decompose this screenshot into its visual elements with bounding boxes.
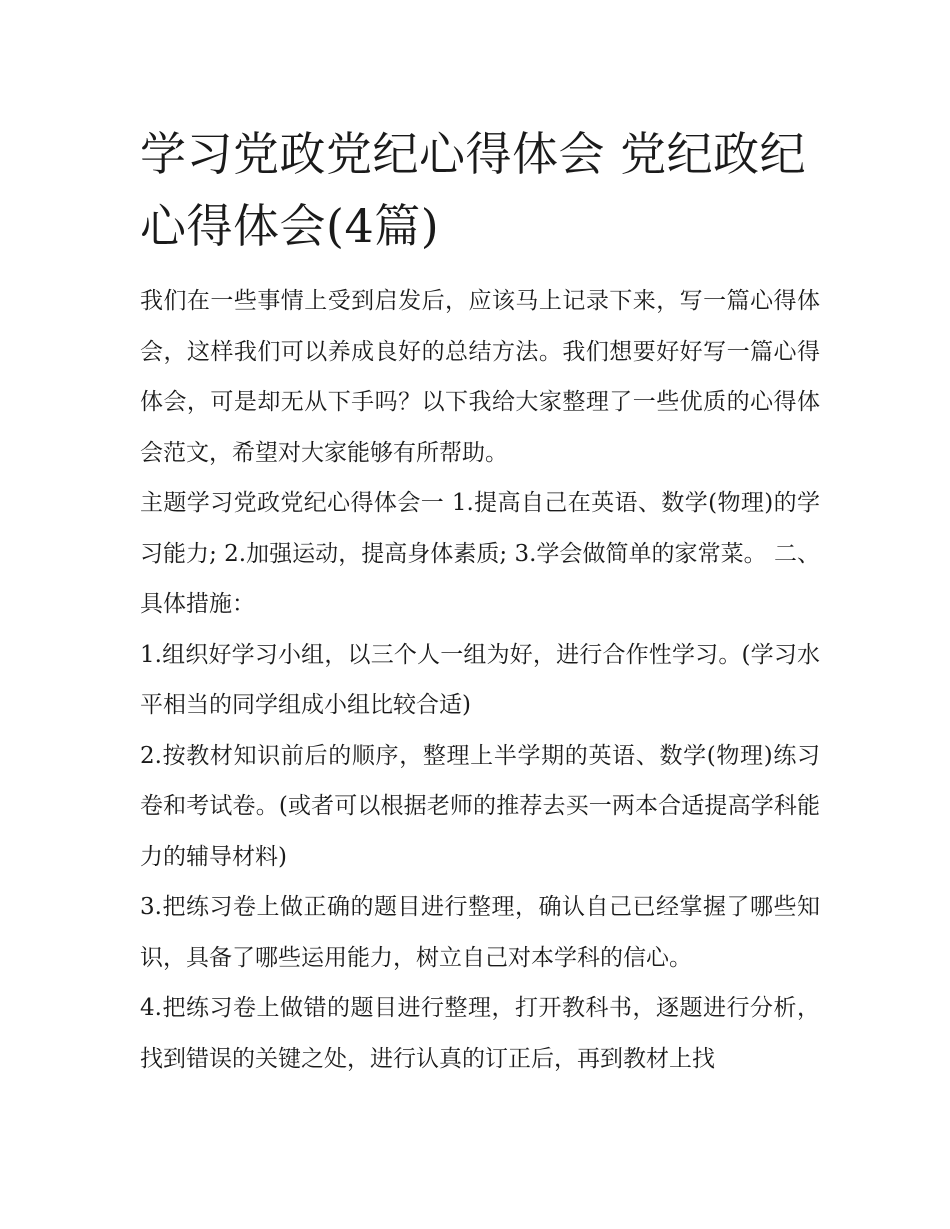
measure-item-1: 1.组织好学习小组，以三个人一组为好，进行合作性学习。(学习水平相当的同学组成小组比较合适) [140, 641, 820, 718]
document-title: 学习党政党纪心得体会 党纪政纪心得体会(4篇) [140, 127, 807, 253]
intro-paragraph: 我们在一些事情上受到启发后，应该马上记录下来，写一篇心得体会，这样我们可以养成良好的总结方法。我们想要好好写一篇心得体会，可是却无从下手吗？以下我给大家整理了一些优质的心得体会范文，希望对大家能够有所帮助。 [140, 288, 820, 466]
topic-paragraph: 主题学习党政党纪心得体会一 1.提高自己在英语、数学(物理)的学习能力; 2.加强运动，提高身体素质; 3.学会做简单的家常菜。 二、具体措施： [140, 490, 820, 617]
document-body [140, 118, 820, 1084]
measure-item-2: 2.按教材知识前后的顺序，整理上半学期的英语、数学(物理)练习卷和考试卷。(或者可以根据老师的推荐去买一两本合适提高学科能力的辅导材料) [140, 742, 820, 870]
measure-item-4: 4.把练习卷上做错的题目进行整理，打开教科书，逐题进行分析，找到错误的关键之处，进行认真的订正后，再到教材上找 [140, 995, 820, 1072]
measure-item-3: 3.把练习卷上做正确的题目进行整理，确认自己已经掌握了哪些知识，具备了哪些运用能力，树立自己对本学科的信心。 [140, 894, 820, 971]
